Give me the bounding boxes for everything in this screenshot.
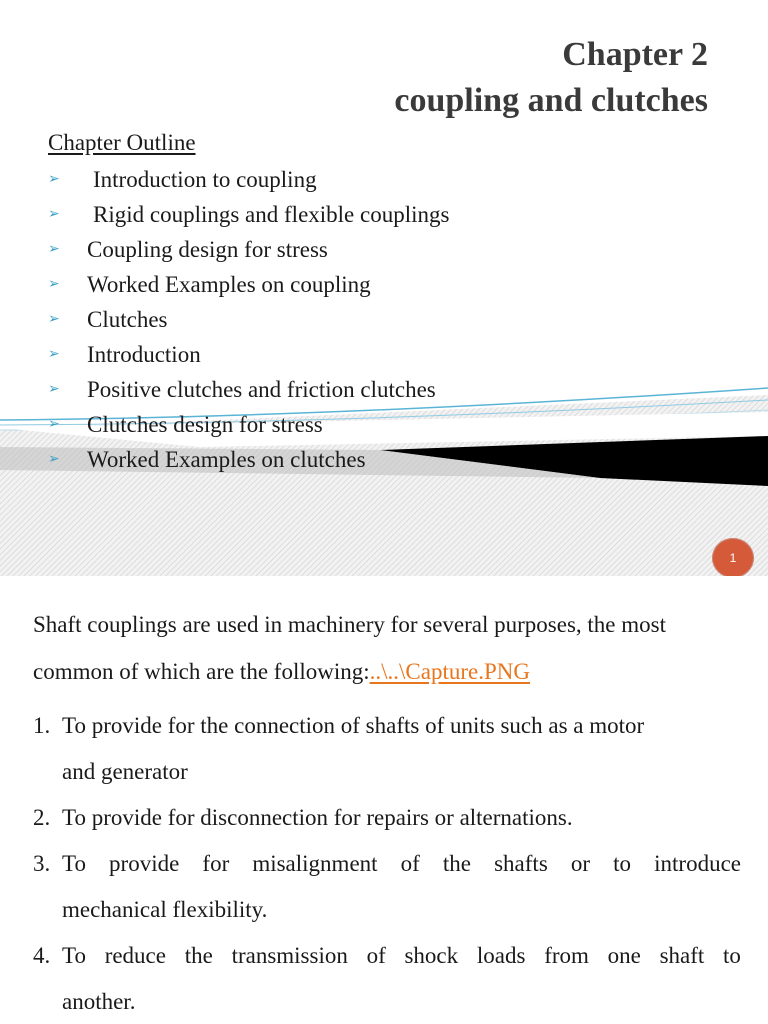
word: or: [570, 851, 591, 876]
word: transmission: [231, 943, 348, 968]
intro-line-text: common of which are the following:: [33, 659, 370, 684]
word: one: [607, 943, 641, 968]
word: shaft: [659, 943, 705, 968]
arrow-bullet-icon: ➢: [48, 347, 60, 362]
word: To: [62, 943, 86, 968]
word: for: [202, 851, 230, 876]
outline-item-text: Clutches: [87, 307, 168, 332]
outline-item-text: Positive clutches and friction clutches: [87, 377, 436, 402]
word: reduce: [104, 943, 166, 968]
outline-heading: Chapter Outline: [48, 130, 196, 155]
outline-item-text: Clutches design for stress: [87, 412, 323, 437]
arrow-bullet-icon: ➢: [48, 277, 60, 292]
word: shock: [404, 943, 459, 968]
arrow-bullet-icon: ➢: [48, 207, 60, 222]
list-item-line: [62, 852, 741, 875]
word: the: [184, 943, 213, 968]
word: from: [544, 943, 589, 968]
slide-title-line2: coupling and clutches: [394, 82, 708, 119]
list-number: 3.: [33, 851, 51, 876]
arrow-bullet-icon: ➢: [48, 312, 60, 327]
word: to: [613, 851, 632, 876]
list-number: 4.: [33, 943, 51, 968]
document-body: [0, 576, 768, 1024]
arrow-bullet-icon: ➢: [48, 172, 60, 187]
outline-item-text: Introduction to coupling: [93, 167, 317, 192]
list-item-line: [62, 944, 741, 967]
outline-item-text: Coupling design for stress: [87, 237, 328, 262]
capture-png-link[interactable]: ..\..\Capture.PNG: [369, 659, 530, 684]
list-number: 2.: [33, 805, 51, 830]
word: the: [442, 851, 472, 876]
list-number: 1.: [33, 713, 51, 738]
list-item-line: To provide for the connection of shafts of units such as a motor: [62, 713, 645, 738]
word: of: [366, 943, 386, 968]
word: to: [723, 943, 741, 968]
arrow-bullet-icon: ➢: [48, 452, 60, 467]
slide-title-line1: Chapter 2: [562, 36, 708, 73]
list-item-line: another.: [62, 989, 136, 1014]
word: To: [62, 851, 86, 876]
page-number-badge: 1: [712, 538, 754, 576]
outline-item-text: Worked Examples on clutches: [87, 447, 366, 472]
arrow-bullet-icon: ➢: [48, 417, 60, 432]
word: misalignment: [252, 851, 378, 876]
word: of: [400, 851, 420, 876]
intro-line: [33, 660, 530, 683]
arrow-bullet-icon: ➢: [48, 242, 60, 257]
list-item-line: mechanical flexibility.: [62, 897, 268, 922]
outline-item-text: Rigid couplings and flexible couplings: [93, 202, 450, 227]
arrow-bullet-icon: ➢: [48, 382, 60, 397]
word: loads: [476, 943, 526, 968]
list-item-line: To provide for disconnection for repairs or alternations.: [62, 805, 573, 830]
outline-item-text: Introduction: [87, 342, 201, 367]
outline-item-text: Worked Examples on coupling: [87, 272, 371, 297]
word: shafts: [494, 851, 548, 876]
list-item-line: and generator: [62, 759, 188, 784]
word: provide: [109, 851, 180, 876]
word: introduce: [654, 851, 741, 876]
intro-line: Shaft couplings are used in machinery for several purposes, the most: [33, 612, 666, 637]
